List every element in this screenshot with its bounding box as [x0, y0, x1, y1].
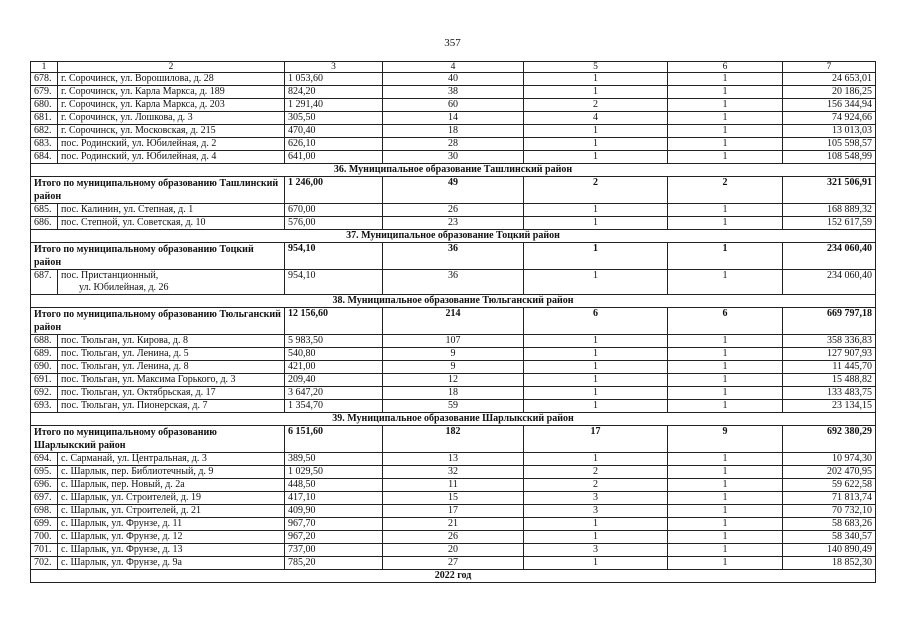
- col6-cell: 1: [668, 387, 783, 400]
- cost-cell: 156 344,94: [783, 99, 876, 112]
- area-cell: 421,00: [285, 361, 383, 374]
- address-cell: [58, 466, 285, 479]
- table-row: [31, 479, 876, 492]
- subtotal-residents: 214: [383, 308, 524, 335]
- col6-cell: 1: [668, 531, 783, 544]
- address-cell: [58, 374, 285, 387]
- cost-cell: 23 134,15: [783, 400, 876, 413]
- table-row: [31, 99, 876, 112]
- subtotal-residents: 49: [383, 177, 524, 204]
- col5-cell: 1: [524, 518, 668, 531]
- address-line: пос. Родинский, ул. Юбилейная, д. 2: [61, 138, 217, 149]
- table-row: [31, 453, 876, 466]
- address-cell: [58, 86, 285, 99]
- residents-cell: 107: [383, 335, 524, 348]
- row-number: 701.: [31, 544, 58, 557]
- section-title: 36. Муниципальное образование Ташлинский район: [31, 164, 876, 177]
- table-row: [31, 335, 876, 348]
- area-cell: 5 983,50: [285, 335, 383, 348]
- cost-cell: 10 974,30: [783, 453, 876, 466]
- subtotal-cost: 321 506,91: [783, 177, 876, 204]
- address-line: с. Шарлык, ул. Строителей, д. 19: [61, 492, 202, 503]
- address-line: пос. Тюльган, ул. Ленина, д. 5: [61, 348, 189, 359]
- table-row: [31, 138, 876, 151]
- col6-cell: 1: [668, 112, 783, 125]
- address-line: пос. Тюльган, ул. Максима Горького, д. 3: [61, 374, 236, 385]
- col6-cell: 1: [668, 453, 783, 466]
- subtotal-residents: 36: [383, 243, 524, 270]
- area-cell: 954,10: [285, 270, 383, 295]
- col5-cell: 1: [524, 138, 668, 151]
- row-number: 698.: [31, 505, 58, 518]
- address-cell: [58, 505, 285, 518]
- area-cell: 824,20: [285, 86, 383, 99]
- area-cell: 641,00: [285, 151, 383, 164]
- address-line: г. Сорочинск, ул. Московская, д. 215: [61, 125, 216, 136]
- address-line: пос. Тюльган, ул. Кирова, д. 8: [61, 335, 189, 346]
- residents-cell: 18: [383, 387, 524, 400]
- col6-cell: 1: [668, 204, 783, 217]
- col6-cell: 1: [668, 86, 783, 99]
- cost-cell: 18 852,30: [783, 557, 876, 570]
- cost-cell: 152 617,59: [783, 217, 876, 230]
- col5-cell: 1: [524, 361, 668, 374]
- address-line: г. Сорочинск, ул. Карла Маркса, д. 189: [61, 86, 225, 97]
- subtotal-area: 6 151,60: [285, 426, 383, 453]
- row-number: 684.: [31, 151, 58, 164]
- subtotal-col6: 6: [668, 308, 783, 335]
- residents-cell: 23: [383, 217, 524, 230]
- cost-cell: 70 732,10: [783, 505, 876, 518]
- column-header: 5: [524, 62, 668, 73]
- address-cell: [58, 361, 285, 374]
- row-number: 694.: [31, 453, 58, 466]
- table-row: [31, 505, 876, 518]
- subtotal-label: Итого по муниципальному образованию Тюльганский район: [31, 308, 285, 335]
- area-cell: 209,40: [285, 374, 383, 387]
- row-number: 682.: [31, 125, 58, 138]
- section-title: 39. Муниципальное образование Шарлыкский район: [31, 413, 876, 426]
- subtotal-label: Итого по муниципальному образованию Шарлыкский район: [31, 426, 285, 453]
- address-line: пос. Тюльган, ул. Пионерская, д. 7: [61, 400, 208, 411]
- table-row: [31, 217, 876, 230]
- area-cell: 1 029,50: [285, 466, 383, 479]
- address-cell: [58, 531, 285, 544]
- cost-cell: 234 060,40: [783, 270, 876, 295]
- col6-cell: 1: [668, 361, 783, 374]
- section-heading-row: [31, 295, 876, 308]
- address-line: пос. Калинин, ул. Степная, д. 1: [61, 204, 194, 215]
- column-header: 3: [285, 62, 383, 73]
- col6-cell: 1: [668, 335, 783, 348]
- subtotal-residents: 182: [383, 426, 524, 453]
- column-number-row: [31, 62, 876, 73]
- col5-cell: 1: [524, 270, 668, 295]
- residents-cell: 18: [383, 125, 524, 138]
- cost-cell: 13 013,03: [783, 125, 876, 138]
- area-cell: 1 354,70: [285, 400, 383, 413]
- table-row: [31, 73, 876, 86]
- col5-cell: 2: [524, 479, 668, 492]
- table-row: [31, 531, 876, 544]
- address-line: пос. Тюльган, ул. Октябрьская, д. 17: [61, 387, 216, 398]
- residents-cell: 21: [383, 518, 524, 531]
- row-number: 696.: [31, 479, 58, 492]
- subtotal-area: 12 156,60: [285, 308, 383, 335]
- address-line: с. Шарлык, пер. Новый, д. 2а: [61, 479, 185, 490]
- residents-cell: 36: [383, 270, 524, 295]
- subtotal-col6: 1: [668, 243, 783, 270]
- area-cell: 626,10: [285, 138, 383, 151]
- address-cell: [58, 400, 285, 413]
- subtotal-row: [31, 308, 876, 335]
- row-number: 687.: [31, 270, 58, 295]
- address-line: г. Сорочинск, ул. Ворошилова, д. 28: [61, 73, 214, 84]
- row-number: 700.: [31, 531, 58, 544]
- row-number: 683.: [31, 138, 58, 151]
- col6-cell: 1: [668, 348, 783, 361]
- area-cell: 389,50: [285, 453, 383, 466]
- row-number: 685.: [31, 204, 58, 217]
- cost-cell: 74 924,66: [783, 112, 876, 125]
- table-row: [31, 151, 876, 164]
- subtotal-row: [31, 426, 876, 453]
- area-cell: 1 053,60: [285, 73, 383, 86]
- area-cell: 540,80: [285, 348, 383, 361]
- area-cell: 305,50: [285, 112, 383, 125]
- row-number: 695.: [31, 466, 58, 479]
- table-row: [31, 387, 876, 400]
- subtotal-col5: 1: [524, 243, 668, 270]
- address-cell: [58, 204, 285, 217]
- col5-cell: 1: [524, 125, 668, 138]
- address-line: с. Шарлык, ул. Фрунзе, д. 11: [61, 518, 183, 529]
- address-cell: [58, 544, 285, 557]
- col6-cell: 1: [668, 400, 783, 413]
- address-cell: [58, 453, 285, 466]
- table-row: [31, 125, 876, 138]
- section-heading-row: [31, 570, 876, 583]
- address-cell: [58, 270, 285, 295]
- column-header: 4: [383, 62, 524, 73]
- cost-cell: 127 907,93: [783, 348, 876, 361]
- residents-cell: 17: [383, 505, 524, 518]
- address-line: пос. Пристанционный,: [61, 270, 159, 281]
- table-row: [31, 374, 876, 387]
- section-title: 2022 год: [31, 570, 876, 583]
- col5-cell: 1: [524, 400, 668, 413]
- column-header: 7: [783, 62, 876, 73]
- col6-cell: 1: [668, 151, 783, 164]
- column-header: 1: [31, 62, 58, 73]
- address-line: пос. Степной, ул. Советская, д. 10: [61, 217, 206, 228]
- column-header: 6: [668, 62, 783, 73]
- col6-cell: 1: [668, 270, 783, 295]
- address-cell: [58, 138, 285, 151]
- residents-cell: 59: [383, 400, 524, 413]
- col5-cell: 1: [524, 217, 668, 230]
- residents-cell: 30: [383, 151, 524, 164]
- residents-cell: 9: [383, 348, 524, 361]
- subtotal-area: 1 246,00: [285, 177, 383, 204]
- col6-cell: 1: [668, 374, 783, 387]
- row-number: 679.: [31, 86, 58, 99]
- address-cell: [58, 557, 285, 570]
- row-number: 688.: [31, 335, 58, 348]
- cost-cell: 202 470,95: [783, 466, 876, 479]
- address-cell: [58, 387, 285, 400]
- cost-cell: 71 813,74: [783, 492, 876, 505]
- address-cell: [58, 217, 285, 230]
- cost-cell: 58 340,57: [783, 531, 876, 544]
- col6-cell: 1: [668, 544, 783, 557]
- address-cell: [58, 125, 285, 138]
- area-cell: 967,70: [285, 518, 383, 531]
- housing-register-table: [30, 61, 876, 583]
- cost-cell: 15 488,82: [783, 374, 876, 387]
- col5-cell: 1: [524, 348, 668, 361]
- table-row: [31, 492, 876, 505]
- area-cell: 967,20: [285, 531, 383, 544]
- col5-cell: 3: [524, 492, 668, 505]
- cost-cell: 20 186,25: [783, 86, 876, 99]
- area-cell: 1 291,40: [285, 99, 383, 112]
- cost-cell: 358 336,83: [783, 335, 876, 348]
- subtotal-col6: 2: [668, 177, 783, 204]
- col6-cell: 1: [668, 479, 783, 492]
- subtotal-col6: 9: [668, 426, 783, 453]
- col5-cell: 2: [524, 466, 668, 479]
- subtotal-cost: 692 380,29: [783, 426, 876, 453]
- col5-cell: 1: [524, 335, 668, 348]
- address-cell: [58, 335, 285, 348]
- col6-cell: 1: [668, 492, 783, 505]
- address-line: с. Шарлык, ул. Фрунзе, д. 13: [61, 544, 183, 555]
- subtotal-cost: 669 797,18: [783, 308, 876, 335]
- col5-cell: 3: [524, 505, 668, 518]
- table-row: [31, 86, 876, 99]
- address-cell: [58, 99, 285, 112]
- row-number: 689.: [31, 348, 58, 361]
- table-row: [31, 361, 876, 374]
- cost-cell: 168 889,32: [783, 204, 876, 217]
- col5-cell: 1: [524, 73, 668, 86]
- subtotal-row: [31, 177, 876, 204]
- subtotal-label: Итого по муниципальному образованию Тоцкий район: [31, 243, 285, 270]
- residents-cell: 14: [383, 112, 524, 125]
- col5-cell: 1: [524, 453, 668, 466]
- col6-cell: 1: [668, 466, 783, 479]
- subtotal-col5: 17: [524, 426, 668, 453]
- residents-cell: 32: [383, 466, 524, 479]
- table-row: [31, 270, 876, 295]
- address-line: г. Сорочинск, ул. Карла Маркса, д. 203: [61, 99, 225, 110]
- row-number: 693.: [31, 400, 58, 413]
- address-line: г. Сорочинск, ул. Лошкова, д. 3: [61, 112, 193, 123]
- column-header: 2: [58, 62, 285, 73]
- table-row: [31, 348, 876, 361]
- table-body: [31, 62, 876, 583]
- area-cell: 670,00: [285, 204, 383, 217]
- address-cell: [58, 151, 285, 164]
- area-cell: 448,50: [285, 479, 383, 492]
- address-line: с. Шарлык, ул. Фрунзе, д. 9а: [61, 557, 182, 568]
- residents-cell: 13: [383, 453, 524, 466]
- col6-cell: 1: [668, 125, 783, 138]
- col5-cell: 2: [524, 99, 668, 112]
- residents-cell: 38: [383, 86, 524, 99]
- col5-cell: 1: [524, 387, 668, 400]
- subtotal-col5: 2: [524, 177, 668, 204]
- subtotal-cost: 234 060,40: [783, 243, 876, 270]
- address-line: с. Шарлык, ул. Фрунзе, д. 12: [61, 531, 183, 542]
- area-cell: 417,10: [285, 492, 383, 505]
- area-cell: 576,00: [285, 217, 383, 230]
- row-number: 699.: [31, 518, 58, 531]
- residents-cell: 28: [383, 138, 524, 151]
- residents-cell: 12: [383, 374, 524, 387]
- residents-cell: 9: [383, 361, 524, 374]
- address-cell: [58, 348, 285, 361]
- address-cell: [58, 492, 285, 505]
- residents-cell: 40: [383, 73, 524, 86]
- residents-cell: 11: [383, 479, 524, 492]
- col5-cell: 1: [524, 531, 668, 544]
- address-line: с. Сарманай, ул. Центральная, д. 3: [61, 453, 207, 464]
- row-number: 680.: [31, 99, 58, 112]
- address-line: пос. Родинский, ул. Юбилейная, д. 4: [61, 151, 217, 162]
- section-title: 38. Муниципальное образование Тюльганский район: [31, 295, 876, 308]
- section-heading-row: [31, 413, 876, 426]
- residents-cell: 60: [383, 99, 524, 112]
- area-cell: 470,40: [285, 125, 383, 138]
- area-cell: 785,20: [285, 557, 383, 570]
- address-cell: [58, 479, 285, 492]
- row-number: 686.: [31, 217, 58, 230]
- subtotal-col5: 6: [524, 308, 668, 335]
- col6-cell: 1: [668, 505, 783, 518]
- cost-cell: 24 653,01: [783, 73, 876, 86]
- col5-cell: 1: [524, 86, 668, 99]
- col6-cell: 1: [668, 518, 783, 531]
- address-line: с. Шарлык, ул. Строителей, д. 21: [61, 505, 202, 516]
- residents-cell: 27: [383, 557, 524, 570]
- area-cell: 3 647,20: [285, 387, 383, 400]
- section-heading-row: [31, 230, 876, 243]
- section-title: 37. Муниципальное образование Тоцкий район: [31, 230, 876, 243]
- address-cell: [58, 112, 285, 125]
- cost-cell: 58 683,26: [783, 518, 876, 531]
- col6-cell: 1: [668, 99, 783, 112]
- col5-cell: 3: [524, 544, 668, 557]
- subtotal-area: 954,10: [285, 243, 383, 270]
- table-row: [31, 557, 876, 570]
- row-number: 697.: [31, 492, 58, 505]
- cost-cell: 108 548,99: [783, 151, 876, 164]
- cost-cell: 11 445,70: [783, 361, 876, 374]
- row-number: 681.: [31, 112, 58, 125]
- row-number: 691.: [31, 374, 58, 387]
- table-row: [31, 204, 876, 217]
- cost-cell: 140 890,49: [783, 544, 876, 557]
- col5-cell: 4: [524, 112, 668, 125]
- table-row: [31, 400, 876, 413]
- table-row: [31, 112, 876, 125]
- page-number: 357: [444, 37, 461, 49]
- subtotal-row: [31, 243, 876, 270]
- address-line-2: ул. Юбилейная, д. 26: [79, 282, 169, 293]
- area-cell: 409,90: [285, 505, 383, 518]
- cost-cell: 59 622,58: [783, 479, 876, 492]
- col5-cell: 1: [524, 204, 668, 217]
- col5-cell: 1: [524, 374, 668, 387]
- address-cell: [58, 518, 285, 531]
- subtotal-label: Итого по муниципальному образованию Ташлинский район: [31, 177, 285, 204]
- col5-cell: 1: [524, 151, 668, 164]
- row-number: 692.: [31, 387, 58, 400]
- col6-cell: 1: [668, 217, 783, 230]
- area-cell: 737,00: [285, 544, 383, 557]
- table-row: [31, 544, 876, 557]
- cost-cell: 105 598,57: [783, 138, 876, 151]
- address-line: пос. Тюльган, ул. Ленина, д. 8: [61, 361, 189, 372]
- row-number: 678.: [31, 73, 58, 86]
- col6-cell: 1: [668, 138, 783, 151]
- table-row: [31, 466, 876, 479]
- residents-cell: 26: [383, 204, 524, 217]
- section-heading-row: [31, 164, 876, 177]
- table-row: [31, 518, 876, 531]
- residents-cell: 26: [383, 531, 524, 544]
- residents-cell: 20: [383, 544, 524, 557]
- col5-cell: 1: [524, 557, 668, 570]
- col6-cell: 1: [668, 73, 783, 86]
- address-line: с. Шарлык, пер. Библиотечный, д. 9: [61, 466, 214, 477]
- col6-cell: 1: [668, 557, 783, 570]
- cost-cell: 133 483,75: [783, 387, 876, 400]
- row-number: 702.: [31, 557, 58, 570]
- address-cell: [58, 73, 285, 86]
- row-number: 690.: [31, 361, 58, 374]
- residents-cell: 15: [383, 492, 524, 505]
